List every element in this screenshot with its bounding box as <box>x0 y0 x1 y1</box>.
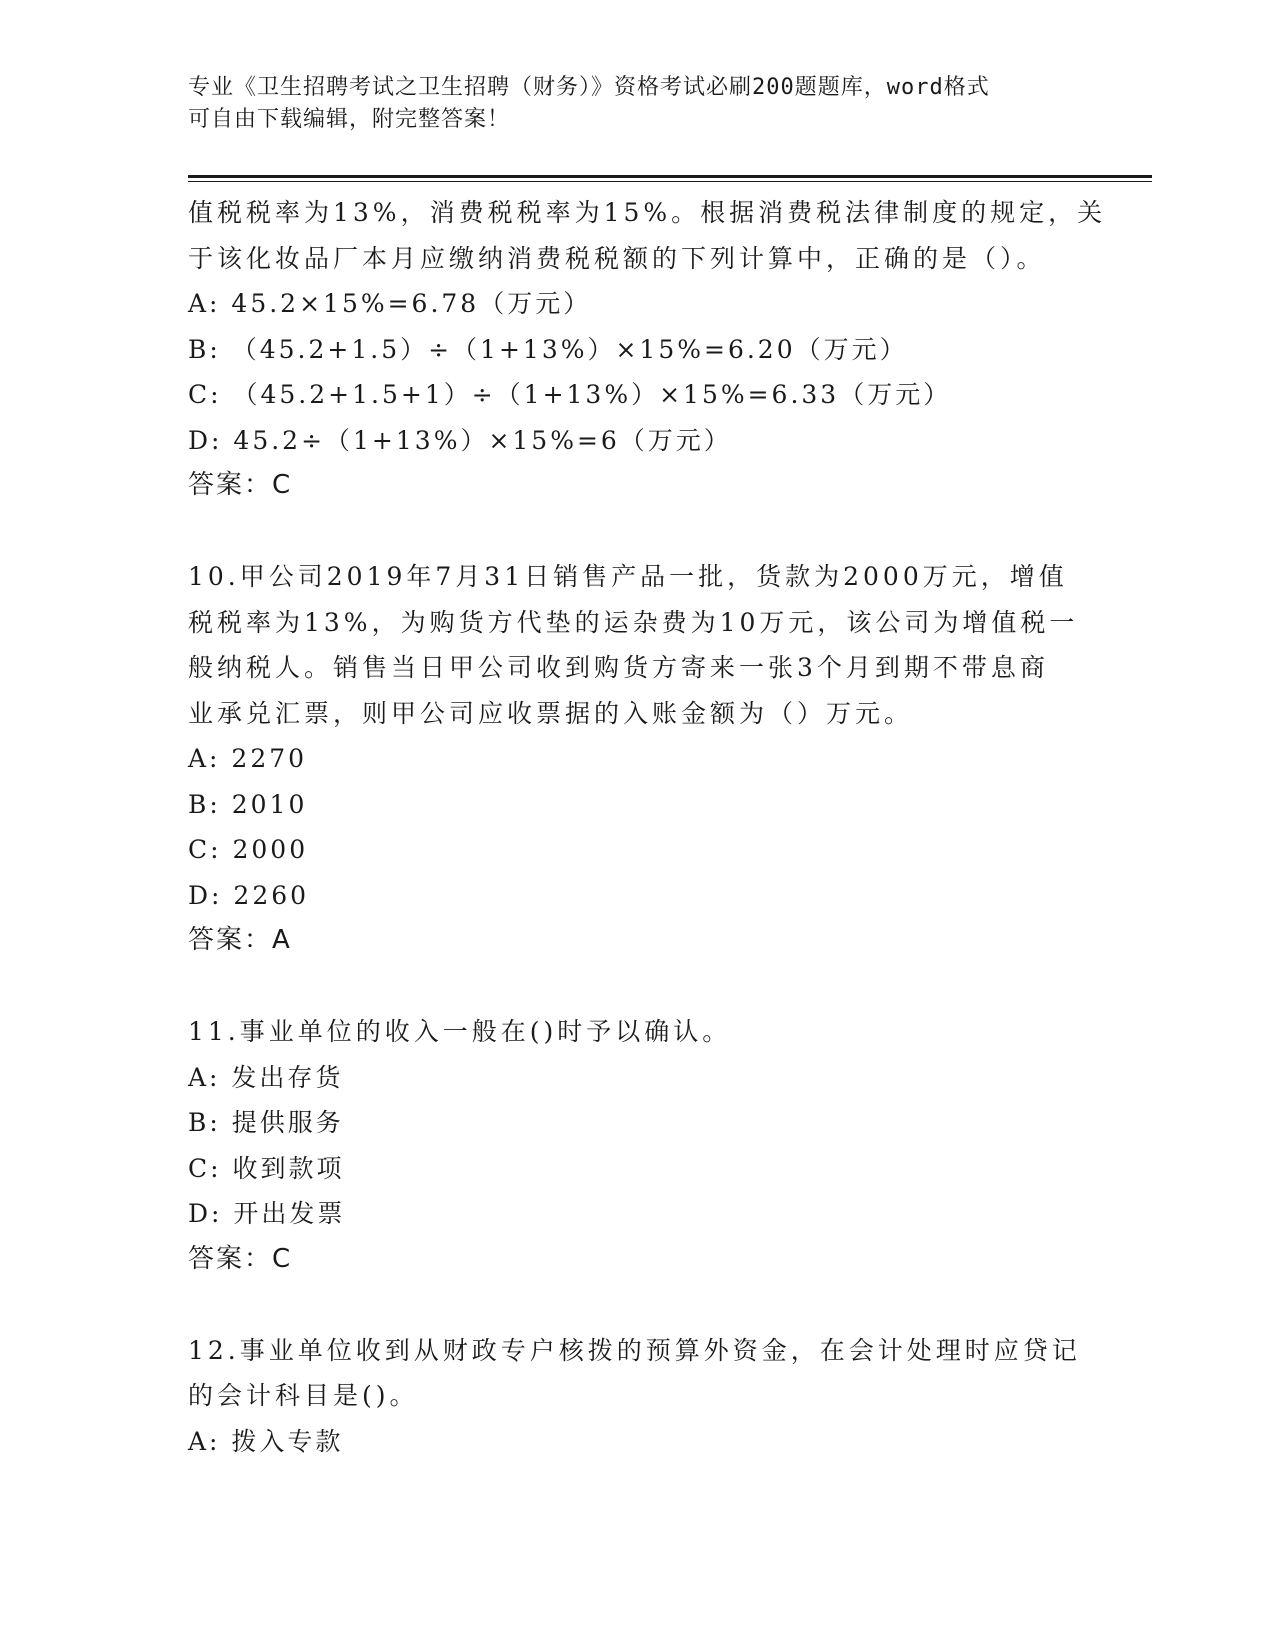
question-text-line: 税税率为13%，为购货方代垫的运杂费为10万元，该公司为增值税一 <box>188 607 1079 637</box>
question-text-line: 于该化妆品厂本月应缴纳消费税税额的下列计算中，正确的是（）。 <box>188 243 1046 273</box>
question-text-line: 11.事业单位的收入一般在()时予以确认。 <box>188 1017 732 1046</box>
header-rule-thin <box>188 181 1152 182</box>
question-text-line: 般纳税人。销售当日甲公司收到购货方寄来一张3个月到期不带息商 <box>188 653 1049 682</box>
question-text-line: 业承兑汇票，则甲公司应收票据的入账金额为（）万元。 <box>188 698 914 728</box>
option-a: A: 2270 <box>188 744 308 773</box>
question-9 <box>188 190 1107 509</box>
option-d: D: 2260 <box>188 880 310 910</box>
option-b: B: （45.2+1.5）÷（1+13%）×15%=6.20（万元） <box>188 334 908 364</box>
option-a: A: 发出存货 <box>188 1062 344 1092</box>
question-list <box>188 190 1107 1464</box>
option-a: A: 拨入专款 <box>188 1426 344 1456</box>
answer-label: 答案：C <box>188 470 293 500</box>
question-text-line: 值税税率为13%，消费税税率为15%。根据消费税法律制度的规定，关 <box>188 198 1107 227</box>
header-title-line-2: 可自由下载编辑，附完整答案！ <box>188 107 511 132</box>
option-b: B: 2010 <box>188 789 308 819</box>
option-d: D: 开出发票 <box>188 1199 346 1228</box>
answer-label: 答案：C <box>188 1243 293 1274</box>
option-d: D: 45.2÷（1+13%）×15%=6（万元） <box>188 425 732 455</box>
question-10 <box>188 554 1088 964</box>
answer-label: 答案：A <box>188 925 292 955</box>
header-title-line-1: 专业《卫生招聘考试之卫生招聘（财务）》资格考试必刷200题题库，word格式 <box>188 75 990 100</box>
question-text-line: 10.甲公司2019年7月31日销售产品一批，货款为2000万元，增值 <box>188 562 1068 591</box>
spacer <box>188 509 1088 555</box>
question-11 <box>188 1009 1088 1282</box>
question-text-line: 12.事业单位收到从财政专户核拨的预算外资金，在会计处理时应贷记 <box>188 1335 1081 1365</box>
option-b: B: 提供服务 <box>188 1108 344 1137</box>
spacer <box>188 1282 1088 1328</box>
option-a: A: 45.2×15%=6.78（万元） <box>188 289 592 318</box>
option-c: C: 收到款项 <box>188 1153 345 1183</box>
header-rule-thick <box>188 175 1152 178</box>
page-header <box>188 72 1088 136</box>
question-12 <box>188 1328 1088 1465</box>
question-text-line: 的会计科目是()。 <box>188 1381 419 1410</box>
spacer <box>188 964 1088 1010</box>
option-c: C: （45.2+1.5+1）÷（1+13%）×15%=6.33（万元） <box>188 380 952 409</box>
option-c: C: 2000 <box>188 835 309 864</box>
